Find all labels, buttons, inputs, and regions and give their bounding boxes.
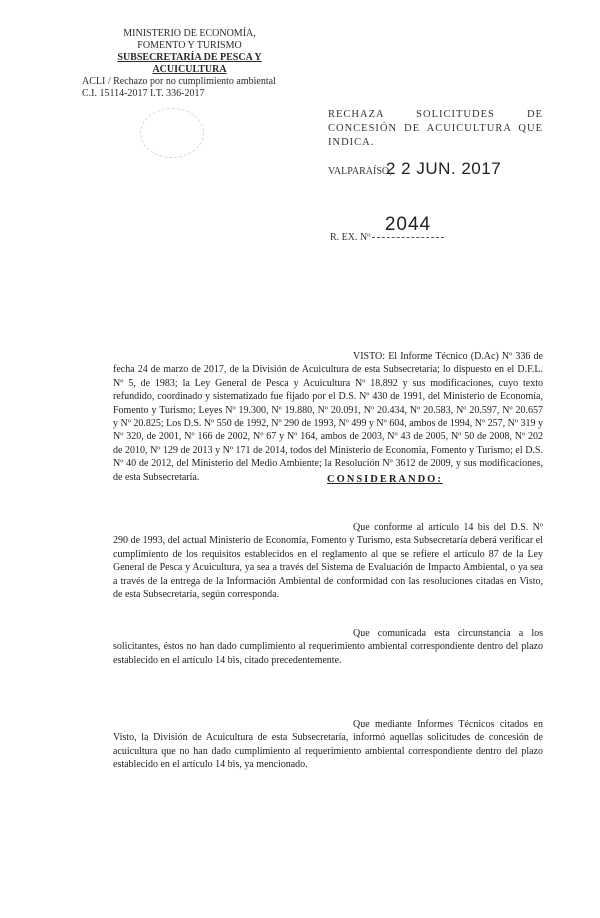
ministry-name-cont: FOMENTO Y TURISMO	[137, 40, 242, 51]
considerando-heading: CONSIDERANDO:	[327, 474, 443, 485]
considerando-paragraph-1: Que conforme al artículo 14 bis del D.S. Nº 290 de 1993, del actual Ministerio de Economía, Fomento y Turismo, esta Subsecretaría deberá verificar el cumplimiento de los requisitos establecidos en el reglamento al que se refiere el artículo 87 de la Ley General de Pesca y Acuicultura, ya sea a través del Sistema de Evaluación de Impacto Ambiental, o ya sea a través de la entrega de la Información Ambiental de conformidad con las resoluciones citadas en Visto, de esta Subsecretaría, según corresponda.	[113, 522, 543, 601]
resolution-number-label: R. EX. Nº	[330, 232, 371, 243]
file-reference: ACLI / Rechazo por no cumplimiento ambiental	[82, 76, 276, 87]
file-code: C.I. 15114-2017 I.T. 336-2017	[82, 88, 205, 99]
visto-paragraph: VISTO: El Informe Técnico (D.Ac) Nº 336 de fecha 24 de marzo de 2017, de la División de Acuicultura de esta Subsecretaría; lo dispuesto en el D.F.L. Nº 5, de 1983; la Ley General de Pesca y Acuicultura Nº 18.892 y sus modificaciones, cuyo texto refundido, coordinado y sistematizado fue fijado por el D.S. Nº 430 de 1991, del Ministerio de Economía, Fomento y Turismo; Leyes Nº 19.300, Nº 19.880, Nº 20.091, Nº 20.434, Nº 20.583, Nº 20.597, Nº 20.657 y Nº 20.825; Los D.S. Nº 550 de 1992, Nº 290 de 1993, Nº 499 y Nº 604, ambos de 1994, Nº 257, Nº 319 y Nº 320, de 2001, Nº 166 de 2002, Nº 67 y Nº 164, ambos de 2003, Nº 43 de 2005, Nº 50 de 2008, Nº 202 de 2010, Nº 129 de 2013 y Nº 171 de 2014, todos del Ministerio de Economía, Fomento y Turismo; el D.S. Nº 40 de 2012, del Ministerio del Medio Ambiente; la Resolución Nº 3612 de 2009, y sus modificaciones, de esta Subsecretaría.	[113, 351, 543, 483]
considerando-paragraph-3: Que mediante Informes Técnicos citados en Visto, la División de Acuicultura de esta Subsecretaría, informó aquellas solicitudes de concesión de acuicultura que no han dado cumplimiento al requerimiento ambiental correspondiente dentro del plazo establecido en el artículo 14 bis, ya mencionado.	[113, 719, 543, 771]
place-label: VALPARAÍSO,	[328, 166, 392, 177]
date-stamp: 2 2 JUN. 2017	[386, 159, 502, 178]
ministry-name: MINISTERIO DE ECONOMÍA,	[123, 28, 256, 39]
resolution-number: 2044	[372, 213, 444, 238]
considerando-paragraph-2: Que comunicada esta circunstancia a los solicitantes, éstos no han dado cumplimiento al requerimiento ambiental correspondiente dentro del plazo establecido en el artículo 14 bis, citado precedentemente.	[113, 628, 543, 666]
faded-seal-stamp	[140, 108, 204, 158]
resolution-subject: RECHAZA SOLICITUDES DE CONCESIÓN DE ACUICULTURA QUE INDICA.	[328, 109, 543, 148]
letterhead	[82, 28, 297, 100]
subsecretariat-name: SUBSECRETARÍA DE PESCA Y ACUICULTURA	[117, 52, 262, 75]
